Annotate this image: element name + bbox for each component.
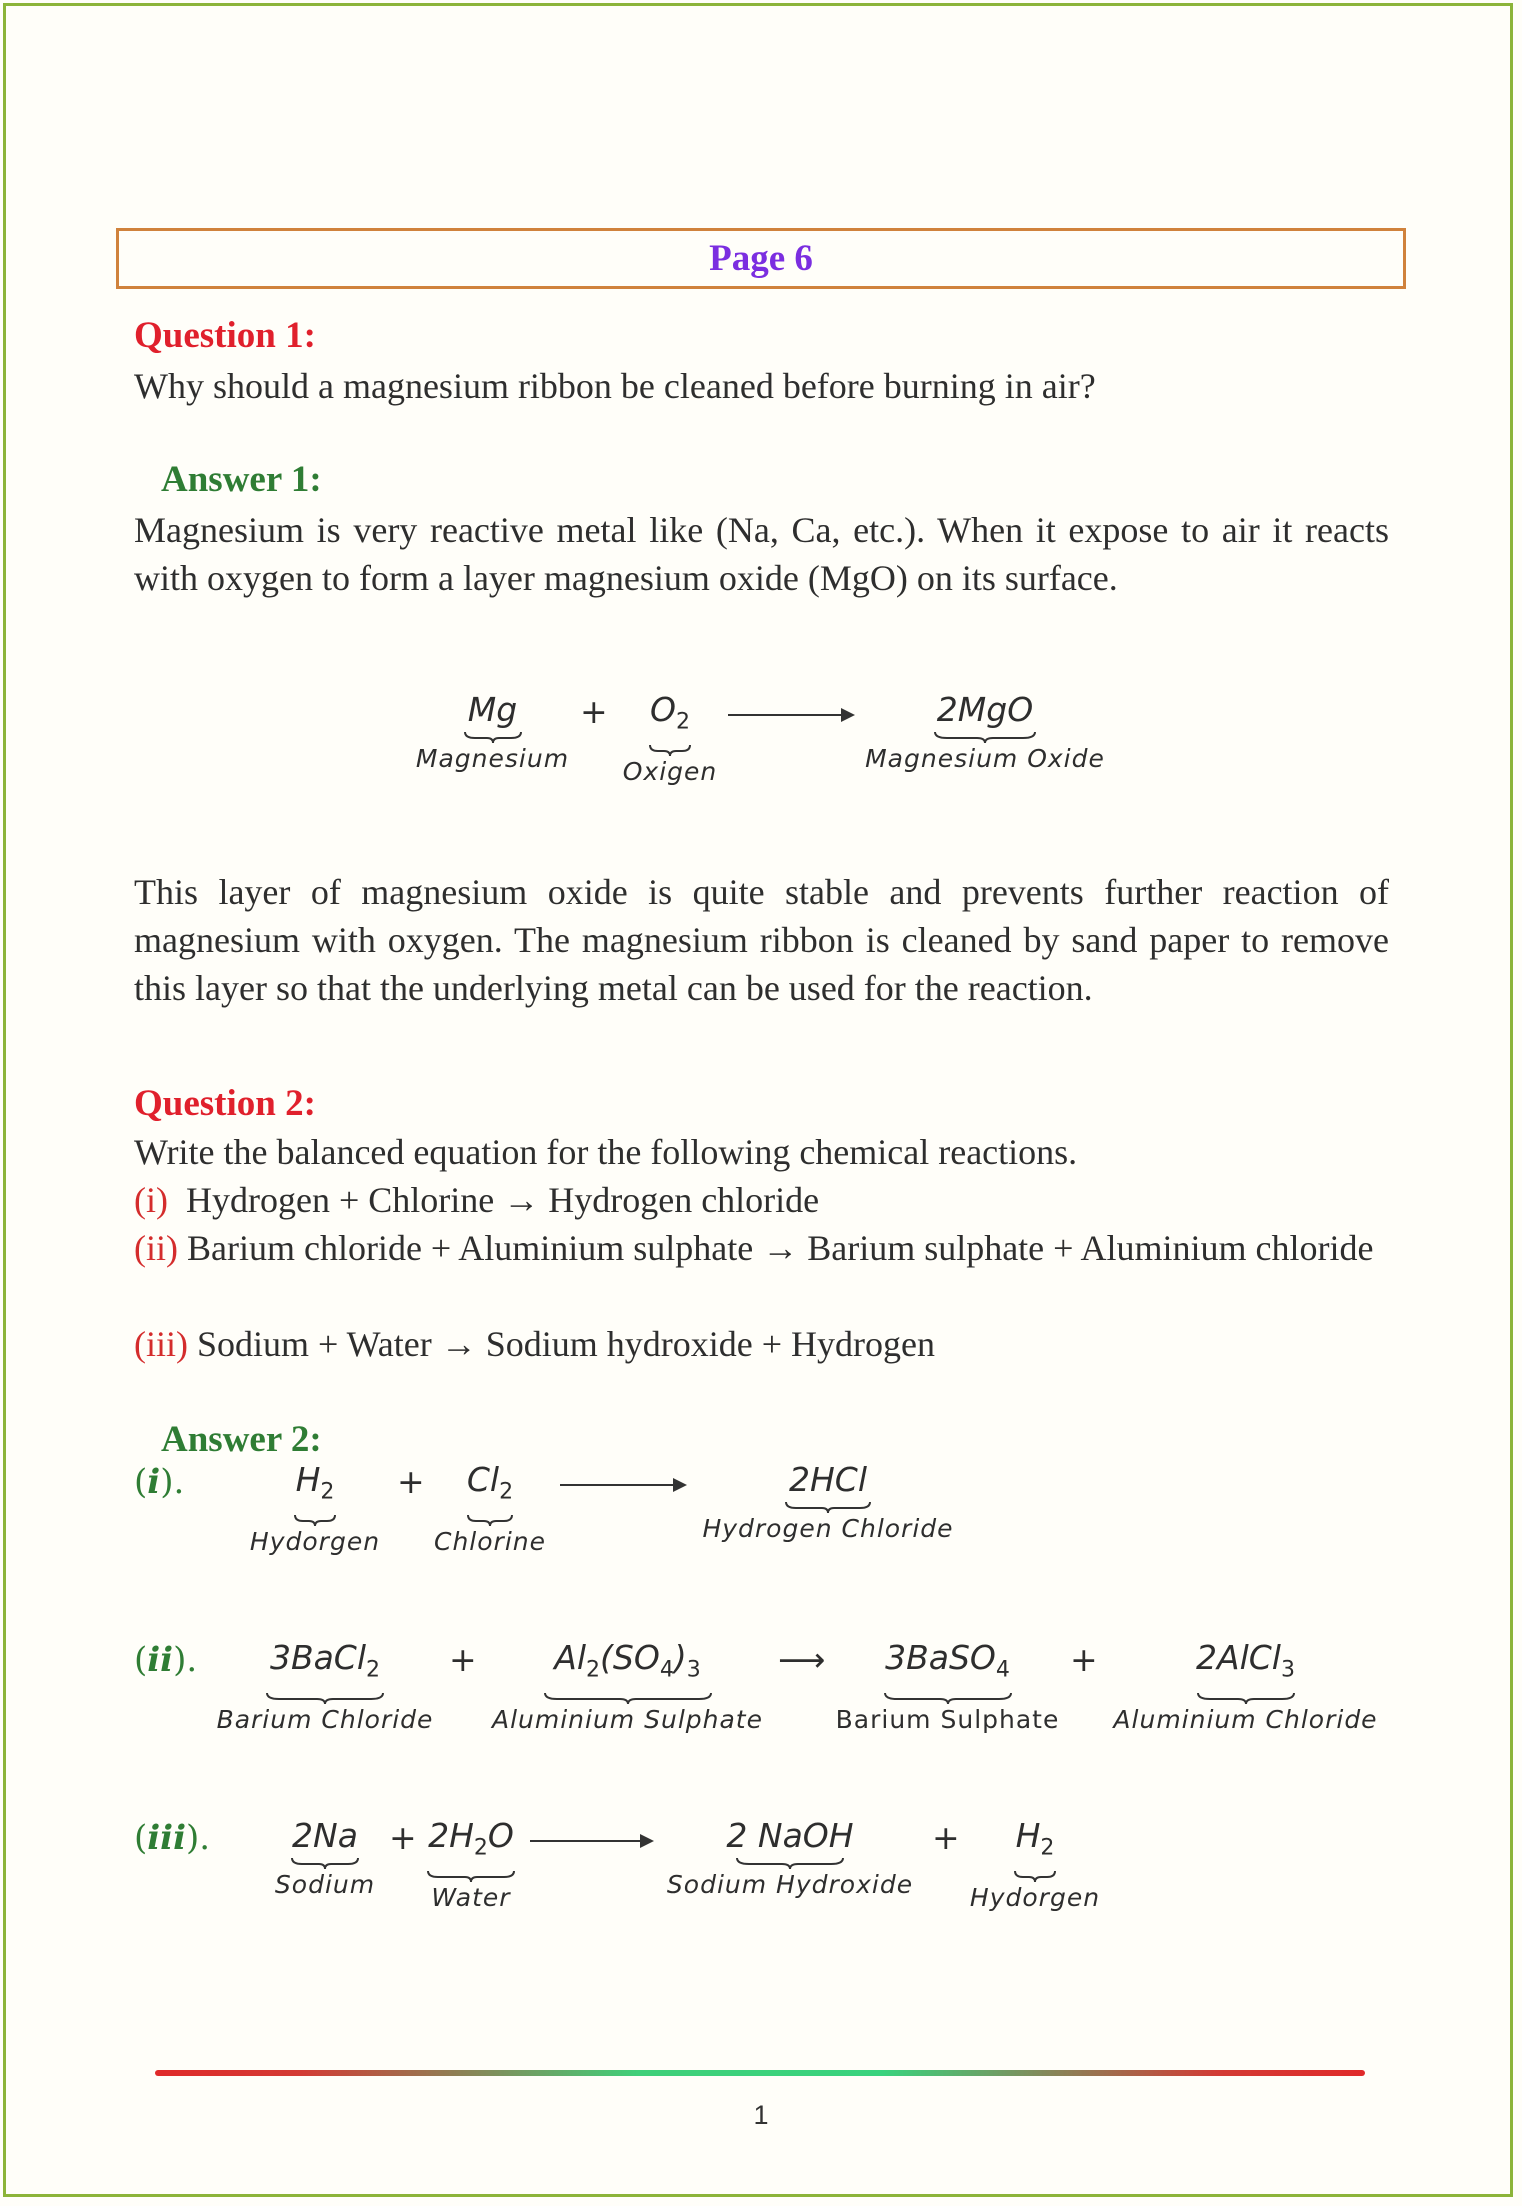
underbrace-icon: [648, 743, 692, 757]
eq-term-bacl2: [205, 1638, 445, 1735]
eq-term-mg: [410, 690, 575, 774]
formula: 3BaSO$_4$: [885, 1638, 1010, 1683]
plus-sign: +: [449, 1640, 477, 1679]
underbrace-icon: [265, 1691, 385, 1705]
eq-term-o2: [610, 690, 730, 787]
formula-name: Barium Chloride: [216, 1704, 434, 1734]
formula-name: Sodium: [274, 1870, 376, 1899]
underbrace-icon: [466, 1513, 514, 1527]
answer-1-paragraph-2: This layer of magnesium oxide is quite stable and prevents further reaction of magnesium with oxygen. The magnesium ribbon is cleaned by sand paper to remove this layer so that the underlying metal can be used for the reaction.: [134, 872, 1389, 1008]
plus-sign: +: [389, 1818, 417, 1857]
formula-name: Sodium Hydroxide: [666, 1870, 914, 1899]
eq-term-h2: [240, 1460, 390, 1557]
formula: $Al_2(SO_4)_3$: [554, 1638, 701, 1683]
formula-name: Magnesium Oxide: [865, 744, 1105, 773]
formula: 2MgO: [936, 690, 1034, 729]
formula: 3BaCl$_2$: [269, 1638, 381, 1683]
answer-1-paragraph-1: Magnesium is very reactive metal like (Na, Ca, etc.). When it expose to air it reacts with oxygen to form a layer magnesium oxide (MgO) on its surface.: [134, 510, 1389, 598]
plus-sign: +: [580, 692, 608, 731]
item-label: (i): [134, 1180, 168, 1220]
item-text: Hydrogen + Chlorine → Hydrogen chloride: [185, 1180, 820, 1220]
formula: $H_2$: [1015, 1816, 1055, 1861]
equation-number: (ii).: [134, 1640, 198, 1680]
page-number: 1: [753, 2100, 769, 2130]
underbrace-icon: [1196, 1691, 1296, 1705]
formula-name: Hydrogen Chloride: [702, 1514, 954, 1543]
eq-term-cl2: [425, 1460, 555, 1557]
formula: Mg: [467, 690, 518, 729]
underbrace-icon: [883, 1691, 1013, 1705]
formula-name: Barium Sulphate: [835, 1704, 1060, 1734]
underbrace-icon: [735, 1856, 845, 1870]
formula-name: Magnesium: [415, 744, 570, 773]
underbrace-icon: [543, 1691, 713, 1705]
plus-sign: +: [397, 1462, 425, 1501]
question-2-item: [134, 1224, 1389, 1272]
item-label: (iii): [134, 1324, 188, 1364]
formula: 2Na: [292, 1816, 358, 1855]
reaction-arrow: [530, 1840, 652, 1842]
question-2-item: [134, 1176, 1389, 1224]
formula: $H_2$: [295, 1460, 335, 1505]
underbrace-icon: [426, 1869, 516, 1883]
underbrace-icon: [1013, 1869, 1057, 1883]
equation-number: (iii).: [134, 1818, 211, 1858]
eq-term-h2-product: [960, 1816, 1110, 1913]
reaction-arrow: [728, 714, 853, 716]
eq-term-hcl: [688, 1460, 968, 1544]
page-header: [116, 228, 1406, 289]
eq-term-baso4: [825, 1638, 1070, 1735]
formula-name: Aluminium Sulphate: [491, 1704, 763, 1734]
formula-name: Aluminium Chloride: [1113, 1704, 1378, 1734]
equation-number: (i).: [134, 1462, 185, 1502]
item-text: Sodium + Water → Sodium hydroxide + Hydrogen: [196, 1324, 935, 1364]
question-2-intro: Write the balanced equation for the following chemical reactions.: [134, 1132, 1078, 1172]
page-title: Page 6: [709, 238, 813, 279]
question-1-text: Why should a magnesium ribbon be cleaned before burning in air?: [134, 366, 1096, 406]
footer-divider: [155, 2070, 1365, 2076]
question-2-title: Question 2:: [134, 1083, 316, 1124]
answer-2-title: Answer 2:: [161, 1419, 322, 1460]
eq-term-na: [265, 1816, 385, 1900]
reaction-arrow: [560, 1484, 685, 1486]
answer-1-title: Answer 1:: [161, 459, 322, 500]
formula: 2HCl: [788, 1460, 868, 1499]
formula-name: Hydorgen: [249, 1526, 381, 1556]
underbrace-icon: [933, 730, 1037, 744]
eq-term-alcl3: [1098, 1638, 1393, 1735]
formula-name: Chlorine: [434, 1526, 546, 1556]
eq-term-mgo: [860, 690, 1110, 774]
item-text: Barium chloride + Aluminium sulphate → Barium sulphate + Aluminium chloride: [186, 1228, 1374, 1268]
eq-term-h2o: [415, 1816, 527, 1913]
formula: $2H_2O$: [428, 1816, 514, 1861]
question-2-item: [134, 1320, 1389, 1368]
formula: 2AlCl$_3$: [1196, 1638, 1295, 1683]
eq-term-naoh: [660, 1816, 920, 1900]
underbrace-icon: [784, 1500, 872, 1514]
formula: 2 NaOH: [726, 1816, 854, 1855]
formula-name: Water: [431, 1882, 511, 1912]
question-1-title: Question 1:: [134, 315, 316, 356]
formula-name: Hydorgen: [969, 1882, 1101, 1912]
reaction-arrow: ⟶: [778, 1640, 826, 1679]
plus-sign: +: [1070, 1640, 1098, 1679]
item-label: (ii): [134, 1228, 178, 1268]
eq-term-al2so43: [480, 1638, 775, 1735]
underbrace-icon: [293, 1513, 337, 1527]
formula-name: Oxigen: [622, 756, 718, 786]
underbrace-icon: [463, 730, 523, 744]
plus-sign: +: [932, 1818, 960, 1857]
underbrace-icon: [290, 1856, 360, 1870]
formula: $Cl_2$: [466, 1460, 514, 1505]
formula: $O_2$: [650, 690, 690, 735]
